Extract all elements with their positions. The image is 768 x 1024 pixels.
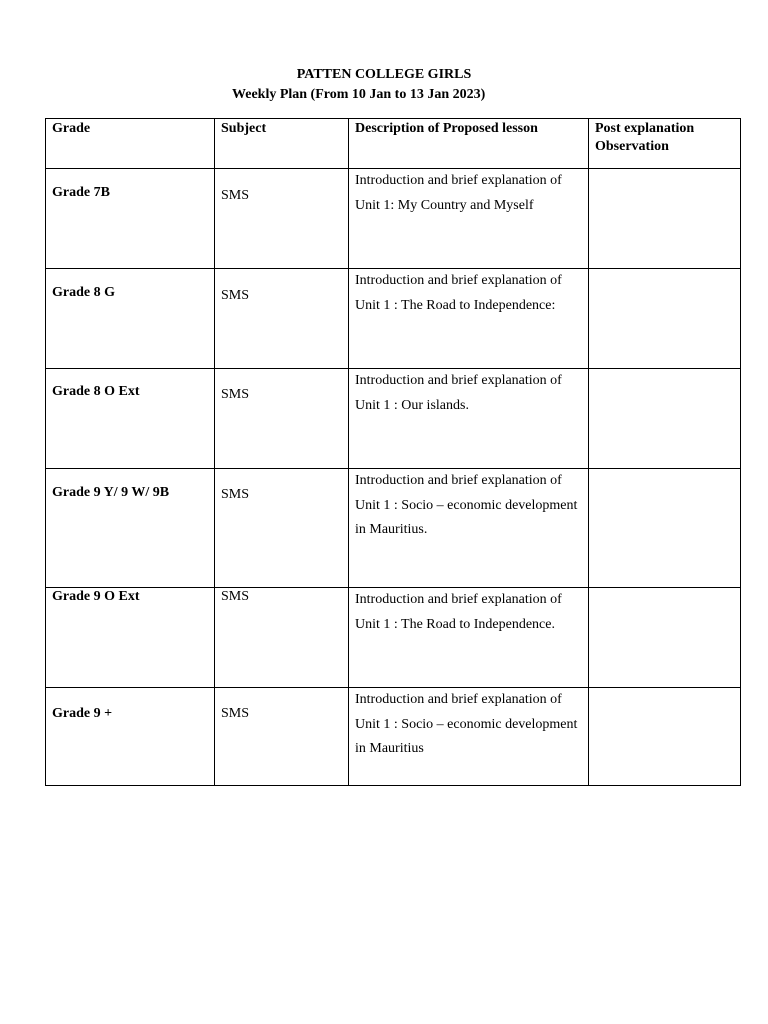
description-line: Introduction and brief explanation of — [355, 173, 562, 188]
table-row — [46, 369, 741, 469]
table-row — [46, 169, 741, 269]
description-line: Unit 1 : The Road to Independence: — [355, 297, 556, 313]
observation-cell — [589, 469, 741, 588]
column-header-description: Description of Proposed lesson — [349, 119, 589, 169]
description-cell — [349, 469, 589, 588]
observation-cell — [589, 688, 741, 786]
grade-label: Grade 8 G — [52, 285, 115, 300]
description-line: Introduction and brief explanation of — [355, 592, 562, 607]
observation-cell — [589, 269, 741, 369]
grade-cell — [46, 588, 215, 688]
grade-label: Grade 9 Y/ 9 W/ 9B — [52, 485, 170, 500]
subject-cell — [215, 169, 349, 269]
table-row — [46, 269, 741, 369]
column-header-grade: Grade — [46, 119, 215, 169]
grade-label: Grade 8 O Ext — [52, 384, 140, 399]
observation-cell — [589, 369, 741, 469]
table-row — [46, 688, 741, 786]
subject-label: SMS — [221, 589, 250, 604]
description-line: Unit 1 : Socio – economic development — [355, 716, 578, 732]
column-header-subject: Subject — [215, 119, 349, 169]
subject-label: SMS — [221, 706, 250, 721]
description-line: in Mauritius. — [355, 522, 428, 537]
grade-cell — [46, 369, 215, 469]
subject-cell — [215, 588, 349, 688]
subject-label: SMS — [221, 288, 250, 303]
grade-label: Grade 9 O Ext — [52, 589, 140, 604]
description-line: Unit 1: My Country and Myself — [355, 197, 534, 213]
description-line: Unit 1 : Socio – economic development — [355, 497, 578, 513]
description-line: Unit 1 : Our islands. — [355, 397, 469, 413]
subject-label: SMS — [221, 188, 250, 203]
column-header-observation: Post explanation Observation — [589, 119, 741, 169]
grade-cell — [46, 688, 215, 786]
subject-label: SMS — [221, 487, 250, 502]
description-line: Introduction and brief explanation of — [355, 273, 562, 288]
description-cell — [349, 369, 589, 469]
observation-cell — [589, 169, 741, 269]
table-header-row — [46, 119, 741, 169]
grade-cell — [46, 269, 215, 369]
table-row — [46, 469, 741, 588]
grade-label: Grade 7B — [52, 185, 110, 200]
description-line: Unit 1 : The Road to Independence. — [355, 616, 555, 632]
description-line: Introduction and brief explanation of — [355, 373, 562, 388]
subject-cell — [215, 369, 349, 469]
subject-cell — [215, 688, 349, 786]
weekly-plan-table — [45, 118, 741, 786]
weekly-plan-subtitle: Weekly Plan (From 10 Jan to 13 Jan 2023) — [232, 87, 486, 102]
description-line: Introduction and brief explanation of — [355, 473, 562, 488]
subject-label: SMS — [221, 387, 250, 402]
grade-cell — [46, 469, 215, 588]
description-line: Introduction and brief explanation of — [355, 692, 562, 707]
subject-cell — [215, 469, 349, 588]
observation-cell — [589, 588, 741, 688]
description-line: in Mauritius — [355, 741, 424, 756]
description-cell — [349, 688, 589, 786]
school-title: PATTEN COLLEGE GIRLS — [296, 67, 472, 82]
grade-label: Grade 9 + — [52, 706, 113, 721]
table-row — [46, 588, 741, 688]
subject-cell — [215, 269, 349, 369]
description-cell — [349, 169, 589, 269]
description-cell — [349, 269, 589, 369]
grade-cell — [46, 169, 215, 269]
description-cell — [349, 588, 589, 688]
